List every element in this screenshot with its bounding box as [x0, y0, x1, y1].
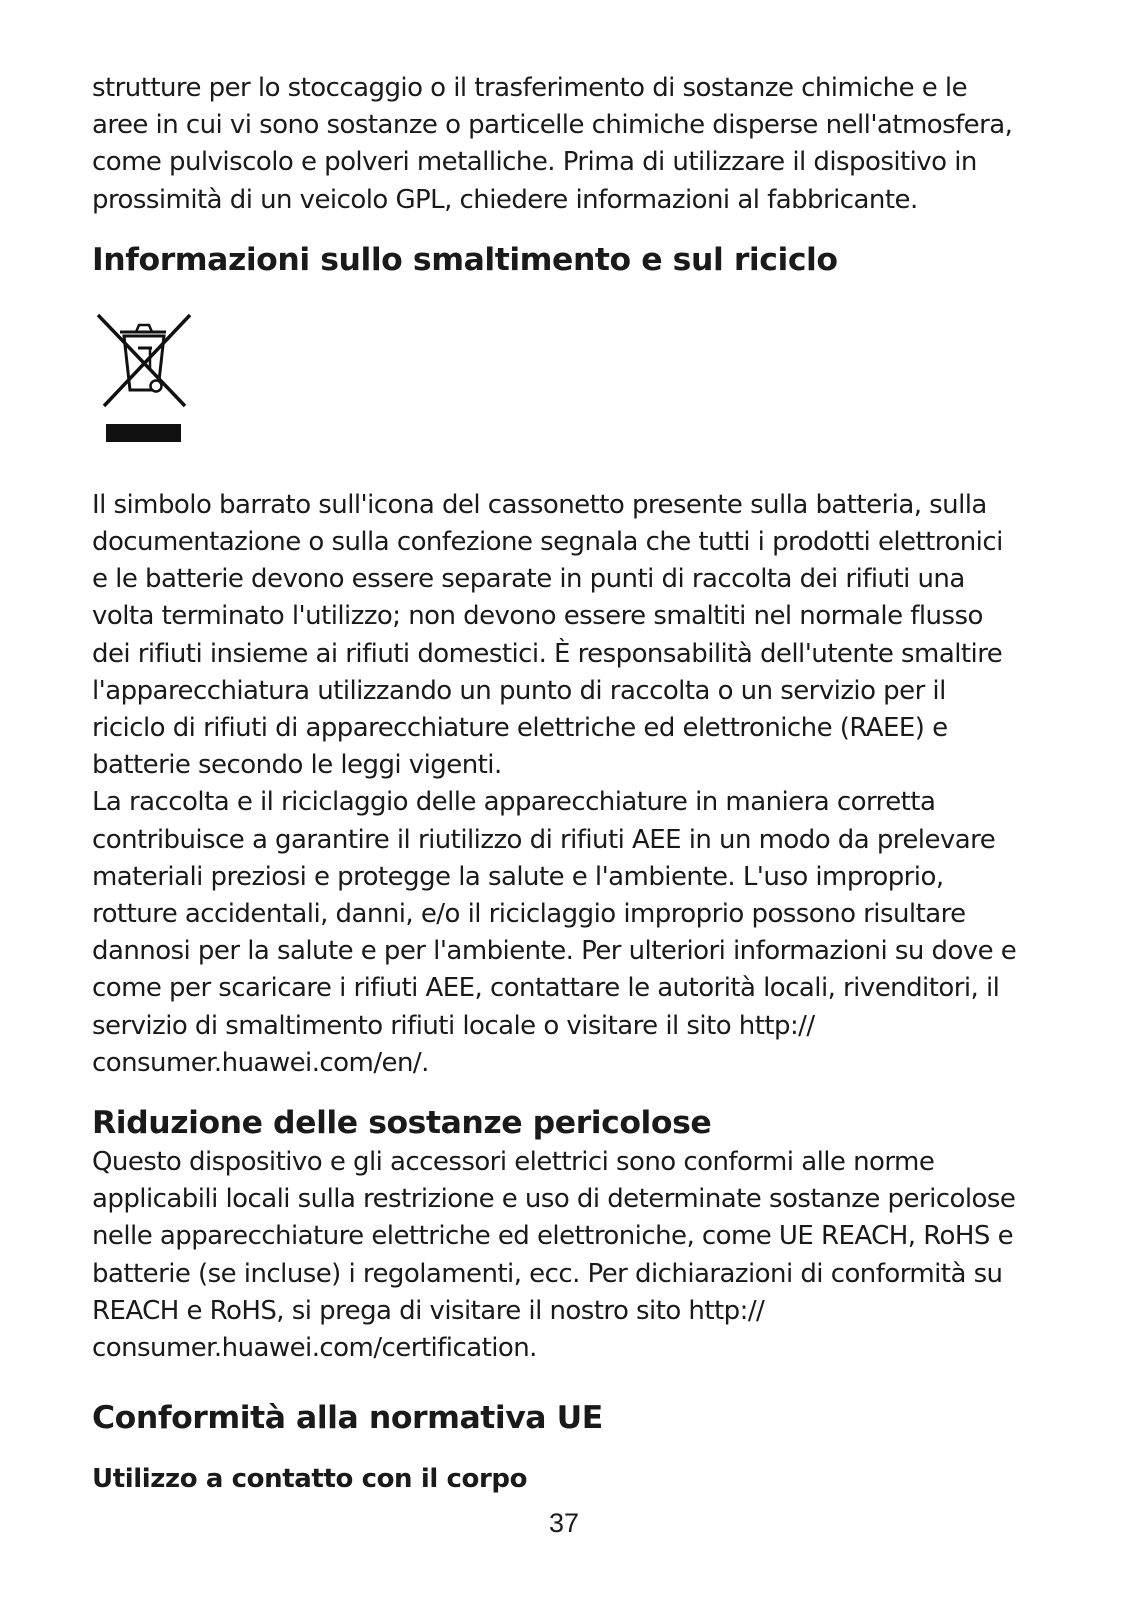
- eu-compliance-heading: Conformità alla normativa UE: [92, 1400, 603, 1437]
- text-line: l'apparecchiatura utilizzando un punto di raccolta o un servizio per il: [92, 675, 946, 706]
- text-line: La raccolta e il riciclaggio delle apparecchiature in maniera corretta: [92, 787, 936, 818]
- hazardous-paragraph: [92, 1144, 1042, 1367]
- text-line: materiali preziosi e protegge la salute e l'ambiente. L'uso improprio,: [92, 861, 944, 892]
- text-line: contribuisce a garantire il riutilizzo di rifiuti AEE in un modo da prelevare: [92, 824, 996, 855]
- disposal-paragraph: [92, 487, 1042, 1082]
- text-line: volta terminato l'utilizzo; non devono essere smaltiti nel normale flusso: [92, 601, 983, 632]
- body-worn-subheading: Utilizzo a contatto con il corpo: [92, 1464, 528, 1495]
- text-line: Questo dispositivo e gli accessori elettrici sono conformi alle norme: [92, 1147, 935, 1178]
- disposal-heading: Informazioni sullo smaltimento e sul riciclo: [92, 241, 838, 278]
- text-line: Il simbolo barrato sull'icona del cassonetto presente sulla batteria, sulla: [92, 489, 987, 520]
- text-line: consumer.huawei.com/certification.: [92, 1333, 537, 1364]
- text-line: strutture per lo stoccaggio o il trasferimento di sostanze chimiche e le: [92, 73, 968, 103]
- page-number: 37: [548, 1508, 580, 1538]
- text-line: prossimità di un veicolo GPL, chiedere informazioni al fabbricante.: [92, 184, 918, 215]
- icon-spacer: [92, 281, 1042, 487]
- crossed-out-wheelie-bin-icon: [94, 312, 194, 458]
- intro-paragraph: [92, 70, 1042, 219]
- text-line: riciclo di rifiuti di apparecchiature elettriche ed elettroniche (RAEE) e: [92, 713, 948, 744]
- text-line: consumer.huawei.com/en/.: [92, 1047, 429, 1078]
- text-line: batterie (se incluse) i regolamenti, ecc. Per dichiarazioni di conformità su: [92, 1258, 1003, 1289]
- text-line: nelle apparecchiature elettriche ed elettroniche, come UE REACH, RoHS e: [92, 1221, 1014, 1252]
- text-line: applicabili locali sulla restrizione e uso di determinate sostanze pericolose: [92, 1184, 1016, 1215]
- text-line: come pulviscolo e polveri metalliche. Prima di utilizzare il dispositivo in: [92, 147, 977, 178]
- text-line: come per scaricare i rifiuti AEE, contattare le autorità locali, rivenditori, il: [92, 973, 1000, 1004]
- text-line: REACH e RoHS, si prega di visitare il nostro sito http://: [92, 1295, 765, 1326]
- text-line: dannosi per la salute e per l'ambiente. Per ulteriori informazioni su dove e: [92, 936, 1017, 967]
- text-line: servizio di smaltimento rifiuti locale o visitare il sito http://: [92, 1010, 815, 1041]
- text-line: aree in cui vi sono sostanze o particelle chimiche disperse nell'atmosfera,: [92, 110, 1013, 141]
- text-line: rotture accidentali, danni, e/o il riciclaggio improprio possono risultare: [92, 899, 966, 930]
- page-content: [92, 70, 1042, 1497]
- hazardous-heading: Riduzione delle sostanze pericolose: [92, 1105, 712, 1142]
- text-line: e le batterie devono essere separate in punti di raccolta dei rifiuti una: [92, 564, 965, 595]
- text-line: batterie secondo le leggi vigenti.: [92, 750, 502, 781]
- text-line: documentazione o sulla confezione segnala che tutti i prodotti elettronici: [92, 527, 1003, 558]
- text-line: dei rifiuti insieme ai rifiuti domestici. È responsabilità dell'utente smaltire: [92, 638, 1003, 669]
